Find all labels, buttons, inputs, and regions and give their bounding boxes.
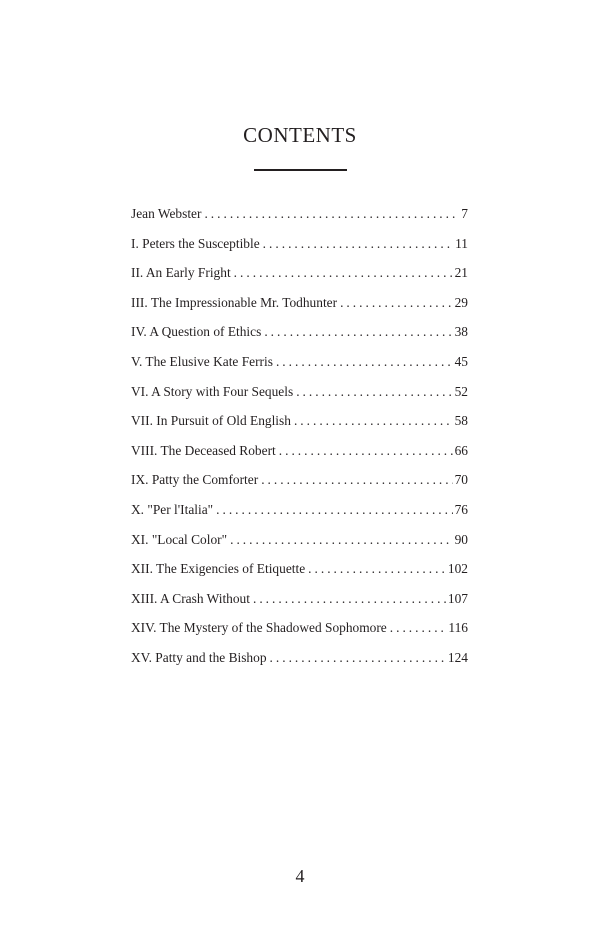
toc-entry (131, 618, 468, 648)
dot-leader (276, 352, 453, 372)
toc-entry (131, 234, 468, 264)
dot-leader (216, 500, 452, 520)
toc-entry (131, 411, 468, 441)
dot-leader (263, 234, 453, 254)
dot-leader (296, 382, 452, 402)
toc-entry (131, 500, 468, 530)
dot-leader (234, 263, 453, 283)
toc-entry-title: XII. The Exigencies of Etiquette (131, 561, 306, 577)
toc-entry (131, 293, 468, 323)
toc-entry (131, 648, 468, 678)
toc-entry (131, 322, 468, 352)
toc-entry-page: 58 (454, 413, 468, 429)
toc-entry (131, 441, 468, 471)
toc-entry-title: VIII. The Deceased Robert (131, 442, 276, 458)
toc-entry-title: XIV. The Mystery of the Shadowed Sophomore (131, 620, 387, 636)
toc-entry-title: IV. A Question of Ethics (131, 324, 262, 340)
dot-leader (340, 293, 453, 313)
table-of-contents (131, 204, 468, 678)
toc-entry-page: 66 (454, 442, 468, 458)
contents-heading: CONTENTS (243, 123, 357, 147)
toc-entry-page: 45 (454, 353, 468, 369)
dot-leader (261, 470, 452, 490)
toc-entry-title: XIII. A Crash Without (131, 590, 250, 606)
toc-entry-title: XV. Patty and the Bishop (131, 649, 267, 665)
toc-entry-page: 76 (454, 501, 468, 517)
dot-leader (230, 530, 453, 550)
toc-entry-page: 116 (448, 620, 468, 636)
heading-rule (254, 169, 347, 171)
dot-leader (253, 589, 446, 609)
toc-entry (131, 204, 468, 234)
toc-entry (131, 589, 468, 619)
toc-entry-title: VII. In Pursuit of Old English (131, 413, 291, 429)
toc-entry-title: II. An Early Fright (131, 265, 231, 281)
toc-entry (131, 470, 468, 500)
toc-entry (131, 530, 468, 560)
dot-leader (294, 411, 453, 431)
dot-leader (270, 648, 446, 668)
toc-entry-page: 7 (461, 206, 468, 221)
toc-entry-page: 21 (454, 265, 468, 281)
dot-leader (279, 441, 453, 461)
toc-entry-title: Jean Webster (131, 206, 202, 221)
toc-entry (131, 559, 468, 589)
toc-entry-page: 124 (447, 649, 468, 665)
toc-entry-page: 52 (454, 383, 468, 399)
toc-entry-title: VI. A Story with Four Sequels (131, 383, 294, 399)
toc-entry-page: 70 (454, 472, 468, 488)
toc-entry-page: 29 (454, 294, 468, 310)
dot-leader (308, 559, 446, 579)
toc-entry-title: XI. "Local Color" (131, 531, 228, 547)
toc-entry-title: III. The Impressionable Mr. Todhunter (131, 294, 338, 310)
toc-entry-title: V. The Elusive Kate Ferris (131, 353, 273, 369)
toc-entry-page: 11 (455, 235, 468, 251)
dot-leader (264, 322, 452, 342)
toc-entry-title: X. "Per l'Italia" (131, 501, 214, 517)
dot-leader (204, 204, 459, 224)
toc-entry-page: 90 (454, 531, 468, 547)
page-number: 4 (295, 866, 305, 886)
toc-entry-title: IX. Patty the Comforter (131, 472, 259, 488)
toc-entry-page: 102 (447, 561, 468, 577)
toc-entry-page: 107 (447, 590, 468, 606)
toc-entry (131, 263, 468, 293)
toc-entry-title: I. Peters the Susceptible (131, 235, 260, 251)
toc-entry (131, 352, 468, 382)
toc-entry (131, 382, 468, 412)
dot-leader (390, 618, 447, 638)
toc-entry-page: 38 (454, 324, 468, 340)
